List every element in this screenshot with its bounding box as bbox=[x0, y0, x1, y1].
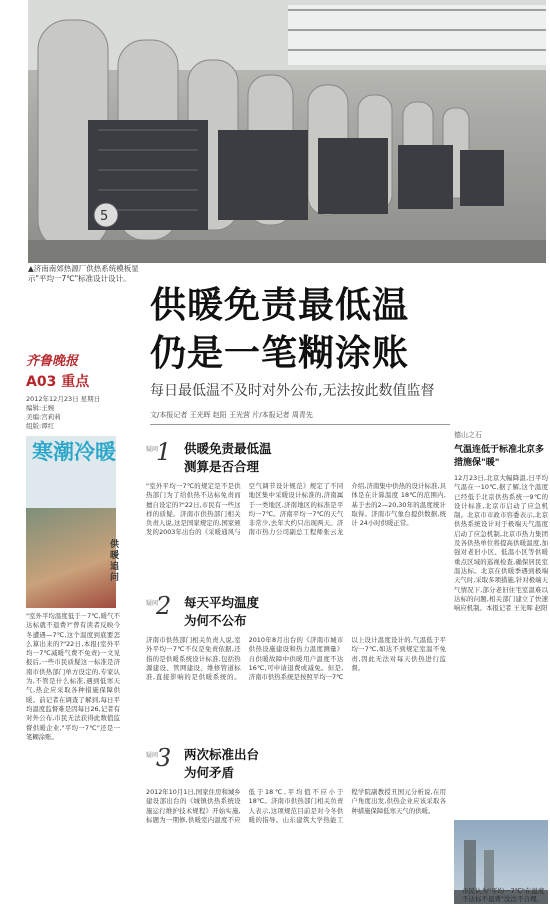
section-1-title bbox=[184, 440, 272, 476]
subhead: 每日最低温不及时对外公布,无法按此数值监督 bbox=[150, 383, 435, 399]
section-1 bbox=[146, 436, 446, 586]
headline-line-1: 供暖免责最低温 bbox=[150, 285, 410, 326]
section-3-title-line-1: 两次标准出台 bbox=[184, 747, 260, 762]
section-2-text: 济南市供热部门相关负责人说,室外平均一7℃不仅是免责依据,还指的是供暖系统设计标准,包括热源建设、管网建设、维修管道标准,直接影响的是供暖系统的。2010年8月出台的《济南市城市供热设施建设和热力温度测量》自供暖故障中供暖用户温度不达16℃,可申请退费或减免。但是,济南市供热系统是按照平均一7℃以上设计温度设计的,气温低于平均一7℃,如达不到规定室温不免责,因此无法对每天供热进行监督。 bbox=[146, 636, 446, 682]
headline bbox=[150, 282, 520, 378]
meta-date: 2012年12月23日 星期日 bbox=[26, 395, 101, 403]
section-1-title-line-2: 测算是否合理 bbox=[184, 459, 260, 474]
newspaper-logo: 齐鲁晚报 bbox=[26, 354, 79, 369]
section-3-text: 2012年10月1日,国家住房和城乡建设部出台的《城镇供热系统设施运行维护技术规程》开始实施,标题为一期修,供暖室内温度不应低于18℃,平均值不应小于18℃。济南市供热部门相关负责人表示,这项规范目前是对今冬供暖的指导。山东建筑大学热能工程学院副教授丑国元分析说,在用户角度出发,供热企业应该采取各种措施保障低寒天气的供暖。 bbox=[146, 788, 446, 824]
section-1-label: 疑问 bbox=[146, 446, 159, 453]
left-photo bbox=[26, 508, 116, 608]
photo-caption: ▲济南南郊热源厂供热系统模板显示"平均一7℃"标准设计设计。 bbox=[28, 264, 139, 283]
masthead bbox=[26, 350, 126, 431]
meta-editor: 编辑:王婉 bbox=[26, 404, 55, 412]
column-banner-title: 寒潮冷暖 bbox=[32, 439, 116, 464]
section-2-title-line-1: 每天平均温度 bbox=[184, 595, 260, 610]
hero-photo bbox=[28, 0, 546, 263]
page-number: A03 重点 bbox=[26, 374, 90, 390]
section-2-title-line-2: 为何不公布 bbox=[184, 613, 247, 628]
section-3-title bbox=[184, 746, 259, 782]
sidebar-text: 12月23日,北京大幅降温,日平均气温在一10℃,据了解,这个温度已经低于北京供热系统一9℃的设计标准,北京市启动了应急机制。北京市市政市容委表示,北京供热系统设计对于极端天气温度启动了应急机制,北京市热力集团及各供热单位将提高供暖温度,加强对老旧小区、低温小区等供暖重点区域的巡视检查,确保居民室温达标。北京在供暖季遇到极端天气时,采取多项措施,针对极端天气情况下,部分老旧住宅室温难以达标的问题,相关部门建立了快速响应机制。本报记者 王光晖 赵阳 bbox=[454, 474, 548, 613]
lead-text: "室外平均温度低于－7℃,暖气不达标就不退费?"曾有读者反映今冬遭遇—7℃,这个温度到底要怎么算出来的?"22日,本报(室外平均一7℃减暖气费不免责)一文见报后,一些市民质疑这一标准是济南市供热部门单方设定的,专家认为,不管是什么标准,遇到低寒天气,热企应采取各种措施保障供暖。前记者在调查了解到,每日平均温度监督难是因每日26,记者有对外公布,市民无法获得此数值监督供暖企业,"平均一7℃"还是一笔糊涂账。 bbox=[26, 612, 120, 741]
column-banner bbox=[26, 436, 116, 508]
section-2 bbox=[146, 590, 446, 740]
section-1-number: 1 bbox=[156, 438, 172, 466]
side-tag: 供暖追问 bbox=[110, 540, 120, 583]
section-2-title bbox=[184, 594, 259, 630]
sidebar-title: 气温连低于标准北京多措施保"暖" bbox=[454, 445, 545, 468]
divider bbox=[150, 424, 450, 425]
section-1-title-line-1: 供暖免责最低温 bbox=[184, 441, 272, 456]
section-1-text: "室外平均一7℃的规定是不是供热部门为了给供热不达标免责而擅自设定的?"22日,市民有一些这样的质疑。济南市供热部门相关负责人说,这是国家规定的,国家颁发的2003年出台的《采暖通风与空气调节设计规范》规定了不同地区集中采暖设计标准的,济南属于一类地区,济南地区的标准是平均一7℃。济南平均一7℃的天气非常少,去年大约只出现两天。济南市热力公司副总工程师张云龙介绍,济南集中供热的设计标准,具体是在计算温度 18℃的范围内,基于去的2—20,30年的温度统计取得。济南市气象台提供数据,统计 24小时供暖正常。 bbox=[146, 482, 446, 537]
meta-designer: 美编:宫莉莉 bbox=[26, 413, 61, 421]
sidebar-photo-caption: 市民认为"平均一7℃"在温度不达标不退费"没法不合理。 bbox=[462, 887, 545, 903]
sidebar-column bbox=[454, 430, 548, 788]
section-2-label: 疑问 bbox=[146, 600, 159, 607]
sidebar-kicker: 德山之石 bbox=[454, 431, 482, 439]
byline: 文/本报记者 王光晖 赵阳 王光营 片/本报记者 周青先 bbox=[150, 411, 313, 419]
section-3 bbox=[146, 742, 446, 917]
section-2-number: 2 bbox=[156, 592, 172, 620]
meta-layout: 组版:谭红 bbox=[26, 422, 55, 430]
headline-line-2: 仍是一笔糊涂账 bbox=[150, 333, 410, 374]
section-3-title-line-2: 为何矛盾 bbox=[184, 765, 235, 780]
svg-text:5: 5 bbox=[100, 209, 109, 224]
section-3-label: 疑问 bbox=[146, 752, 159, 759]
section-3-number: 3 bbox=[156, 744, 172, 772]
page-meta bbox=[26, 395, 126, 431]
